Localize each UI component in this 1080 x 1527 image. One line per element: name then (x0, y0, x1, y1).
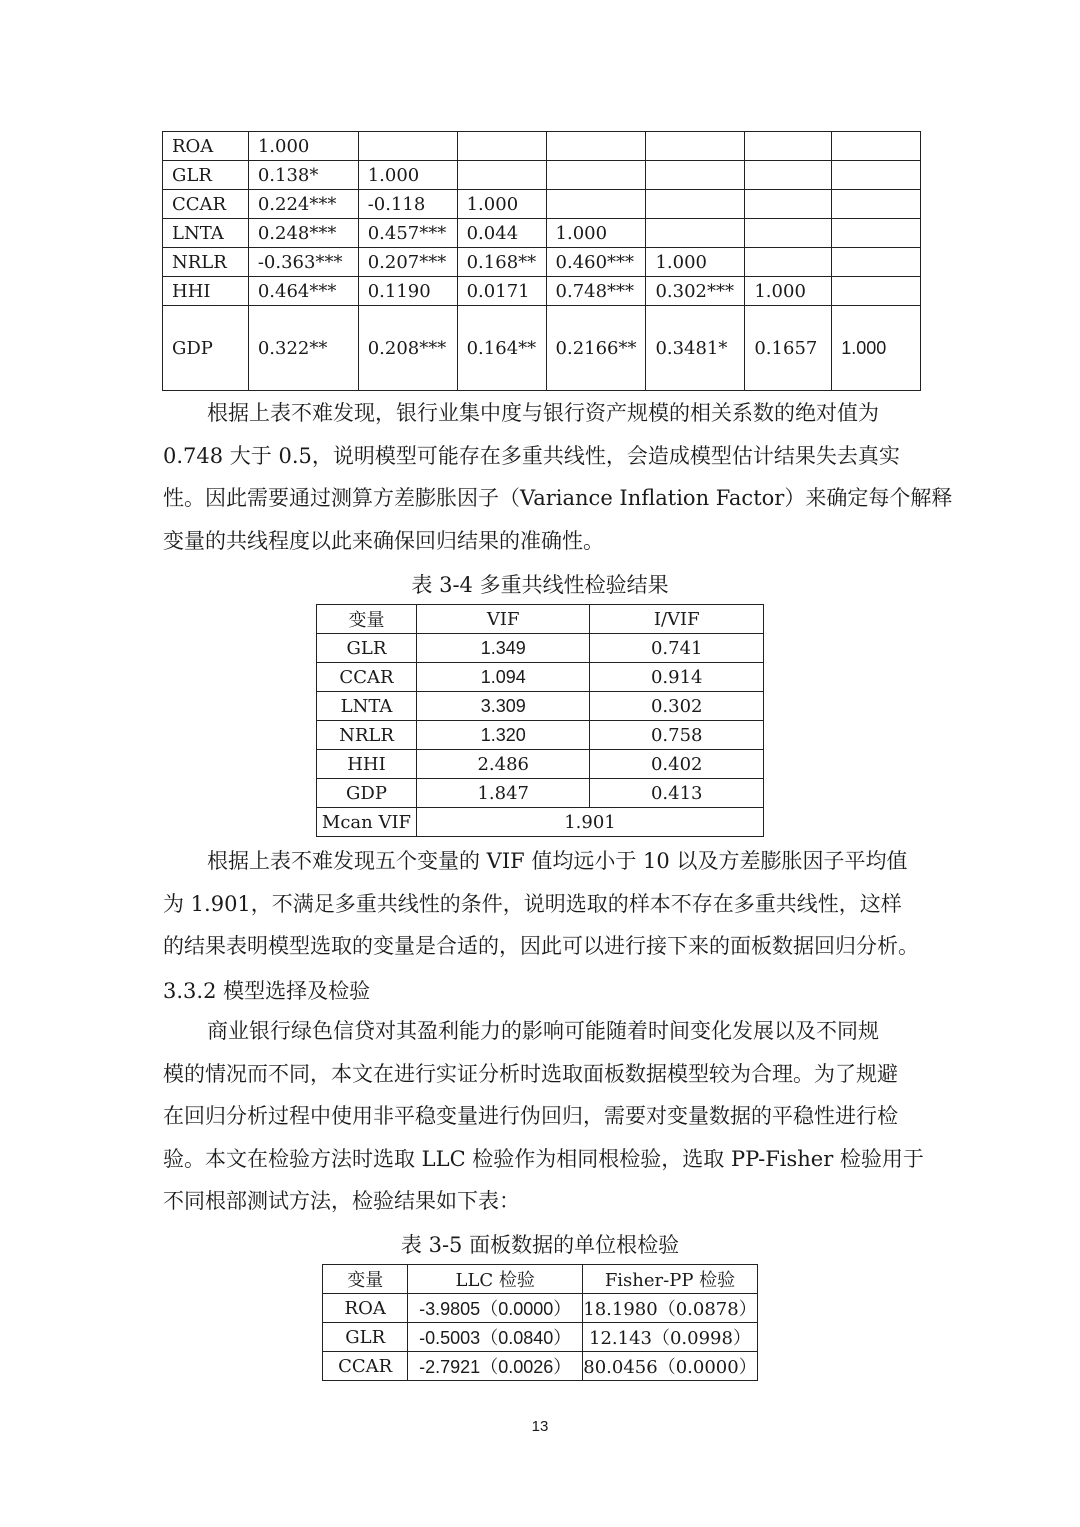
variable-cell: CCAR (323, 1352, 408, 1381)
value-cell (457, 161, 546, 190)
value-cell: 1.000 (358, 161, 457, 190)
value-cell: 1.094 (416, 663, 590, 692)
variable-cell: GDP (317, 779, 417, 808)
header-cell: LLC 检验 (408, 1265, 583, 1294)
line-text: 性。因此需要通过测算方差膨胀因子（Variance Inflation Factor）来确定每个解释 (163, 486, 953, 510)
value-cell: 0.302 (590, 692, 764, 721)
unit-root-header-row (323, 1265, 758, 1294)
value-cell (457, 132, 546, 161)
value-cell: -0.363*** (248, 248, 358, 277)
correlation-row (163, 219, 921, 248)
paragraph-line: 模的情况而不同，本文在进行实证分析时选取面板数据模型较为合理。为了规避 (163, 1061, 898, 1086)
value-cell (546, 161, 646, 190)
value-cell: 0.413 (590, 779, 764, 808)
paragraph-line: 根据上表不难发现五个变量的 VIF 值均远小于 10 以及方差膨胀因子平均值 (207, 849, 908, 873)
value-cell (832, 248, 921, 277)
table-3-5-caption: 表 3-5 面板数据的单位根检验 (400, 1233, 680, 1257)
value-cell: 1.000 (745, 277, 832, 306)
value-cell (745, 219, 832, 248)
unit-root-row (323, 1323, 758, 1352)
vif-header-row (317, 605, 764, 634)
value-cell (646, 219, 745, 248)
value-cell (745, 132, 832, 161)
mean-vif-value: 1.901 (416, 808, 763, 837)
value-cell: 1.000 (646, 248, 745, 277)
value-cell: 1.000 (457, 190, 546, 219)
correlation-row (163, 190, 921, 219)
value-cell (745, 248, 832, 277)
variable-cell: LNTA (317, 692, 417, 721)
value-cell: 0.748*** (546, 277, 646, 306)
mean-vif-label: Mcan VIF (317, 808, 417, 837)
value-cell (832, 190, 921, 219)
paragraph-line: 根据上表不难发现，银行业集中度与银行资产规模的相关系数的绝对值为 (207, 401, 879, 425)
correlation-row (163, 306, 921, 391)
variable-cell: HHI (317, 750, 417, 779)
section-heading: 3.3.2 模型选择及检验 (163, 979, 371, 1003)
vif-row (317, 721, 764, 750)
value-cell: 0.302*** (646, 277, 745, 306)
paragraph-line: 在回归分析过程中使用非平稳变量进行伪回归，需要对变量数据的平稳性进行检 (163, 1104, 898, 1128)
value-cell: 3.309 (416, 692, 590, 721)
correlation-row (163, 248, 921, 277)
header-cell: 变量 (317, 605, 417, 634)
value-cell (832, 219, 921, 248)
paragraph-line: 0.748 大于 0.5，说明模型可能存在多重共线性，会造成模型估计结果失去真实 (163, 443, 900, 468)
header-cell: I/VIF (590, 605, 764, 634)
vif-row (317, 663, 764, 692)
value-cell: 0.207*** (358, 248, 457, 277)
value-cell: 0.464*** (248, 277, 358, 306)
header-cell: 变量 (323, 1265, 408, 1294)
paragraph-line (163, 477, 953, 520)
vif-row (317, 634, 764, 663)
value-cell (832, 161, 921, 190)
paragraph-line: 不同根部测试方法，检验结果如下表： (163, 1189, 520, 1213)
variable-cell: ROA (163, 132, 249, 161)
value-cell: 0.208*** (358, 306, 457, 391)
value-cell (546, 132, 646, 161)
variable-cell: GDP (163, 306, 249, 391)
value-cell: 80.0456（0.0000） (582, 1352, 757, 1381)
value-cell: 0.168** (457, 248, 546, 277)
value-cell: 18.1980（0.0878） (582, 1294, 757, 1323)
vif-row (317, 692, 764, 721)
value-cell: -0.118 (358, 190, 457, 219)
value-cell: 1.000 (248, 132, 358, 161)
value-cell (546, 190, 646, 219)
header-cell: Fisher-PP 检验 (582, 1265, 757, 1294)
vif-table (316, 604, 764, 837)
vif-row (317, 779, 764, 808)
paragraph-model-selection (163, 1010, 923, 1223)
value-cell: 0.741 (590, 634, 764, 663)
unit-root-row (323, 1352, 758, 1381)
vif-row (317, 750, 764, 779)
value-cell: 0.2166** (546, 306, 646, 391)
value-cell: 12.143（0.0998） (582, 1323, 757, 1352)
value-cell: 2.486 (416, 750, 590, 779)
value-cell: 0.164** (457, 306, 546, 391)
header-cell: VIF (416, 605, 590, 634)
value-cell: 0.1657 (745, 306, 832, 391)
mean-vif-row (317, 808, 764, 837)
value-cell: 0.248*** (248, 219, 358, 248)
value-cell (745, 161, 832, 190)
value-cell: 0.402 (590, 750, 764, 779)
variable-cell: NRLR (317, 721, 417, 750)
value-cell: 1.847 (416, 779, 590, 808)
value-cell: -0.5003（0.0840） (408, 1323, 583, 1352)
value-cell (832, 132, 921, 161)
value-cell: 0.3481* (646, 306, 745, 391)
paragraph-line: 商业银行绿色信贷对其盈利能力的影响可能随着时间变化发展以及不同规 (207, 1019, 879, 1043)
variable-cell: NRLR (163, 248, 249, 277)
paragraph-line: 为 1.901，不满足多重共线性的条件，说明选取的样本不存在多重共线性，这样 (163, 891, 902, 916)
paragraph-line: 验。本文在检验方法时选取 LLC 检验作为相同根检验，选取 PP-Fisher 检验用于 (163, 1146, 924, 1171)
table-3-4-caption: 表 3-4 多重共线性检验结果 (411, 573, 669, 597)
value-cell: 0.322** (248, 306, 358, 391)
variable-cell: GLR (323, 1323, 408, 1352)
value-cell (646, 132, 745, 161)
value-cell: 1.320 (416, 721, 590, 750)
variable-cell: GLR (317, 634, 417, 663)
correlation-row (163, 277, 921, 306)
value-cell: 0.457*** (358, 219, 457, 248)
value-cell: 0.1190 (358, 277, 457, 306)
value-cell: 0.224*** (248, 190, 358, 219)
correlation-table (162, 131, 921, 391)
value-cell: 0.460*** (546, 248, 646, 277)
unit-root-table (322, 1264, 758, 1381)
correlation-row (163, 161, 921, 190)
value-cell: 0.914 (590, 663, 764, 692)
page-number: 13 (531, 1418, 549, 1435)
value-cell (745, 190, 832, 219)
value-cell: 1.349 (416, 634, 590, 663)
correlation-row (163, 132, 921, 161)
variable-cell: CCAR (317, 663, 417, 692)
variable-cell: CCAR (163, 190, 249, 219)
paragraph-line: 变量的共线程度以此来确保回归结果的准确性。 (163, 528, 604, 553)
value-cell (832, 277, 921, 306)
variable-cell: ROA (323, 1294, 408, 1323)
paragraph-line: 的结果表明模型选取的变量是合适的，因此可以进行接下来的面板数据回归分析。 (163, 934, 919, 958)
unit-root-row (323, 1294, 758, 1323)
value-cell: 0.138* (248, 161, 358, 190)
value-cell: 1.000 (546, 219, 646, 248)
value-cell: 0.758 (590, 721, 764, 750)
value-cell (646, 190, 745, 219)
value-cell: 0.0171 (457, 277, 546, 306)
paragraph-vif-result (163, 840, 923, 968)
variable-cell: GLR (163, 161, 249, 190)
value-cell: -3.9805（0.0000） (408, 1294, 583, 1323)
value-cell (358, 132, 457, 161)
value-cell: -2.7921（0.0026） (408, 1352, 583, 1381)
value-cell (646, 161, 745, 190)
variable-cell: LNTA (163, 219, 249, 248)
variable-cell: HHI (163, 277, 249, 306)
value-cell: 0.044 (457, 219, 546, 248)
paragraph-multicollinearity (163, 392, 953, 562)
value-cell: 1.000 (832, 306, 921, 391)
